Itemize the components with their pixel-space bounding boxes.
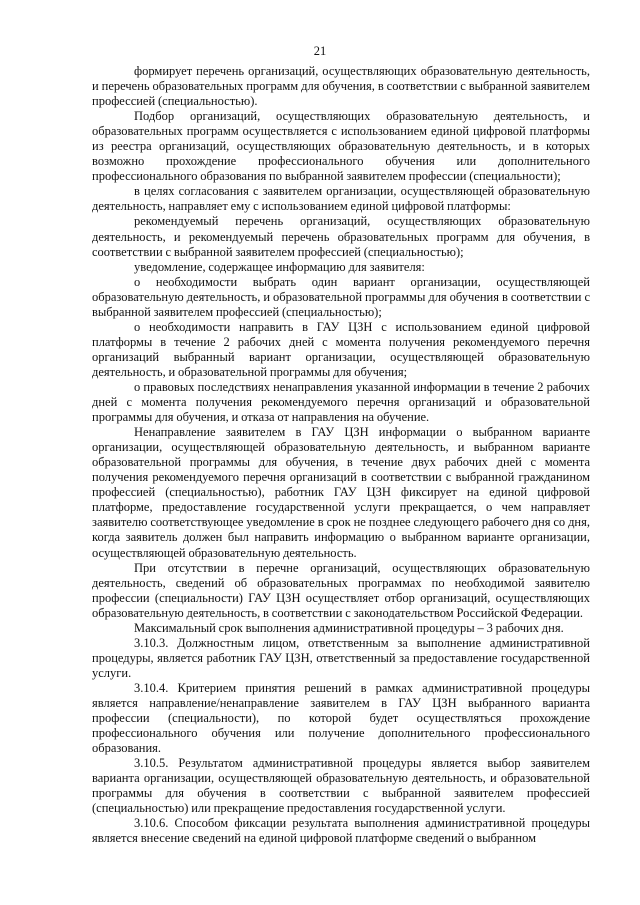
paragraph-continuation: формирует перечень организаций, осуществляющих образовательную деятельность, и перечень образовательных программ для обучения, в соответствии с выбранной заявителем профессией (специальностью). xyxy=(92,64,590,109)
paragraph-legal-consequences: о правовых последствиях ненаправления указанной информации в течение 2 рабочих дней с момента получения рекомендуемого перечня организаций и образовательной программы для обучения, и отказа от направления на обучение. xyxy=(92,379,590,425)
paragraph-max-term: Максимальный срок выполнения административной процедуры – 3 рабочих дня. xyxy=(134,620,564,635)
paragraph-3-10-4: 3.10.4. Критерием принятия решений в рамках административной процедуры является направление/ненаправление заявителем в ГАУ ЦЗН выбранного варианта профессии (специальности), по которой будет осуществляться прохождение профессионального обучения или получение дополнительного профессионального образования. xyxy=(92,680,590,756)
paragraph-send-choice: о необходимости направить в ГАУ ЦЗН с использованием единой цифровой платформы в течение 2 рабочих дней с момента получения рекомендуемого перечня организаций выбранный вариант организации, осуществляющей образовательную деятельность, и образовательной программы для обучения; xyxy=(92,319,590,379)
paragraph-notification: уведомление, содержащее информацию для заявителя: xyxy=(134,259,425,274)
paragraph-recommended-list: рекомендуемый перечень организаций, осуществляющих образовательную деятельность, и рекомендуемый перечень образовательных программ для обучения, в соответствии с выбранной заявителем профессией (специальностью); xyxy=(92,214,590,259)
paragraph-agreement: в целях согласования с заявителем организации, осуществляющей образовательную деятельность, направляет ему с использованием единой цифровой платформы: xyxy=(92,184,590,214)
page-number: 21 xyxy=(313,44,327,58)
paragraph-3-10-3: 3.10.3. Должностным лицом, ответственным за выполнение административной процедуры, является работник ГАУ ЦЗН, ответственный за предоставление государственной услуги. xyxy=(92,635,590,680)
paragraph-choose-variant: о необходимости выбрать один вариант организации, осуществляющей образовательную деятельность, и образовательной программы для обучения в соответствии с выбранной заявителем профессией (специальностью); xyxy=(92,274,590,319)
paragraph-3-10-6: 3.10.6. Способом фиксации результата выполнения административной процедуры является внесение сведений на единой цифровой платформе сведений о выбранном xyxy=(92,816,590,846)
document-body xyxy=(92,64,590,846)
paragraph-selection: Подбор организаций, осуществляющих образовательную деятельность, и образовательных программ осуществляется с использованием единой цифровой платформы из реестра организаций, осуществляющих образовательную деятельность, и в которых возможно прохождение профессионального обучения или дополнительного профессионального образования по выбранной заявителем профессии (специальности); xyxy=(92,109,590,184)
paragraph-absence: При отсутствии в перечне организаций, осуществляющих образовательную деятельность, сведений об образовательных программах по необходимой заявителю профессии (специальности) ГАУ ЦЗН осуществляет отбор организаций, осуществляющих образовательную деятельность, в соответствии с законодательством Российской Федерации. xyxy=(92,560,590,620)
paragraph-non-submission: Ненаправление заявителем в ГАУ ЦЗН информации о выбранном варианте организации, осуществляющей образовательную деятельность, и выбранном варианте образовательной программы для обучения, в течение двух рабочих дней с момента получения рекомендуемого перечня организаций в соответствии с выбранной гражданином профессией (специальностью), работник ГАУ ЦЗН фиксирует на единой цифровой платформе, предоставление государственной услуги прекращается, о чем направляет заявителю соответствующее уведомление в срок не позднее следующего рабочего дня со дня, когда заявитель должен был направить информацию о выбранном варианте организации, осуществляющей образовательную деятельность. xyxy=(92,425,590,560)
paragraph-3-10-5: 3.10.5. Результатом административной процедуры является выбор заявителем варианта организации, осуществляющей образовательную деятельность, и образовательной программы для обучения в соответствии с выбранной заявителем профессией (специальностью) или прекращение предоставления государственной услуги. xyxy=(92,756,590,816)
